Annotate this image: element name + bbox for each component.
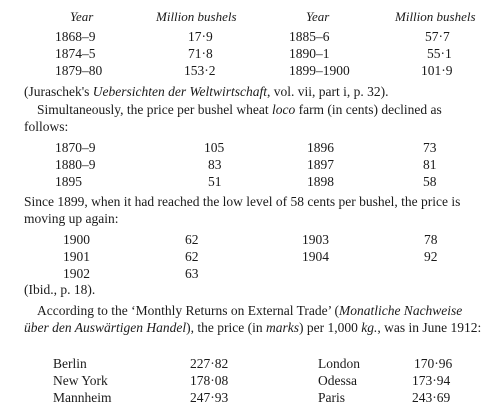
table3-cell: 92 <box>424 249 438 264</box>
table1-cell: 101·9 <box>421 63 453 78</box>
table2-cell: 1880–9 <box>55 157 96 172</box>
table4-cell: 173·94 <box>412 373 451 388</box>
paragraph-price-rising: Since 1899, when it had reached the low level of 58 cents per bushel, the price is moving up again: <box>24 194 461 226</box>
table3-cell: 62 <box>185 232 199 247</box>
table4-cell: London <box>318 356 360 371</box>
source-citation-1: (Juraschek's Uebersichten der Weltwirtschaft, vol. vii, part i, p. 32). <box>24 84 389 99</box>
table1-cell: 17·9 <box>188 29 213 44</box>
table1-cell: 1874–5 <box>55 46 96 61</box>
table1-cell: 1899–1900 <box>289 63 350 78</box>
table3-cell: 1903 <box>302 232 329 247</box>
table4-cell: 170·96 <box>414 356 453 371</box>
table3-cell: 1901 <box>63 249 90 264</box>
table3-cell: 1900 <box>63 232 90 247</box>
paragraph-monthly-returns: According to the ‘Monthly Returns on External Trade’ (Monatliche Nachweise über den Auswärtigen Handel), the price (in marks) per 1,000 kg., was in June 1912: <box>24 303 482 335</box>
table2-cell: 83 <box>208 157 222 172</box>
table4-cell: Mannheim <box>53 390 112 405</box>
table3-cell: 1902 <box>63 266 90 281</box>
table2-cell: 51 <box>208 174 222 189</box>
table2-cell: 105 <box>204 140 225 155</box>
table3-cell: 62 <box>185 249 199 264</box>
table4-cell: 243·69 <box>412 390 451 405</box>
table4-cell: Berlin <box>53 356 87 371</box>
table1-header-million-bushels: Million bushels <box>156 9 237 24</box>
table3-cell: 63 <box>185 266 199 281</box>
table2-cell: 1897 <box>307 157 334 172</box>
table3-cell: 78 <box>424 232 438 247</box>
table4-cell: Paris <box>318 390 345 405</box>
table4-cell: New York <box>53 373 108 388</box>
table1-cell: 57·7 <box>425 29 450 44</box>
table1-cell: 153·2 <box>184 63 216 78</box>
table3-cell: 1904 <box>302 249 329 264</box>
table2-cell: 1896 <box>307 140 334 155</box>
table4-cell: Odessa <box>318 373 357 388</box>
table1-cell: 55·1 <box>427 46 452 61</box>
table2-cell: 58 <box>423 174 437 189</box>
table1-cell: 1868–9 <box>55 29 96 44</box>
table2-cell: 1898 <box>307 174 334 189</box>
table2-cell: 1870–9 <box>55 140 96 155</box>
table2-cell: 73 <box>423 140 437 155</box>
table4-cell: 178·08 <box>190 373 229 388</box>
table4-cell: 227·82 <box>190 356 229 371</box>
table1-cell: 71·8 <box>188 46 213 61</box>
table1-cell: 1879–80 <box>55 63 103 78</box>
table1-cell: 1890–1 <box>289 46 330 61</box>
paragraph-price-decline: Simultaneously, the price per bushel wheat loco farm (in cents) declined as follows: <box>24 102 442 134</box>
table1-header-year-2: Year <box>306 9 330 24</box>
table4-cell: 247·93 <box>190 390 229 405</box>
table2-cell: 1895 <box>55 174 82 189</box>
source-citation-2: (Ibid., p. 18). <box>24 282 96 297</box>
table1-header-year: Year <box>70 9 94 24</box>
table1-header-million-bushels-2: Million bushels <box>395 9 476 24</box>
table2-cell: 81 <box>423 157 437 172</box>
table1-cell: 1885–6 <box>289 29 330 44</box>
